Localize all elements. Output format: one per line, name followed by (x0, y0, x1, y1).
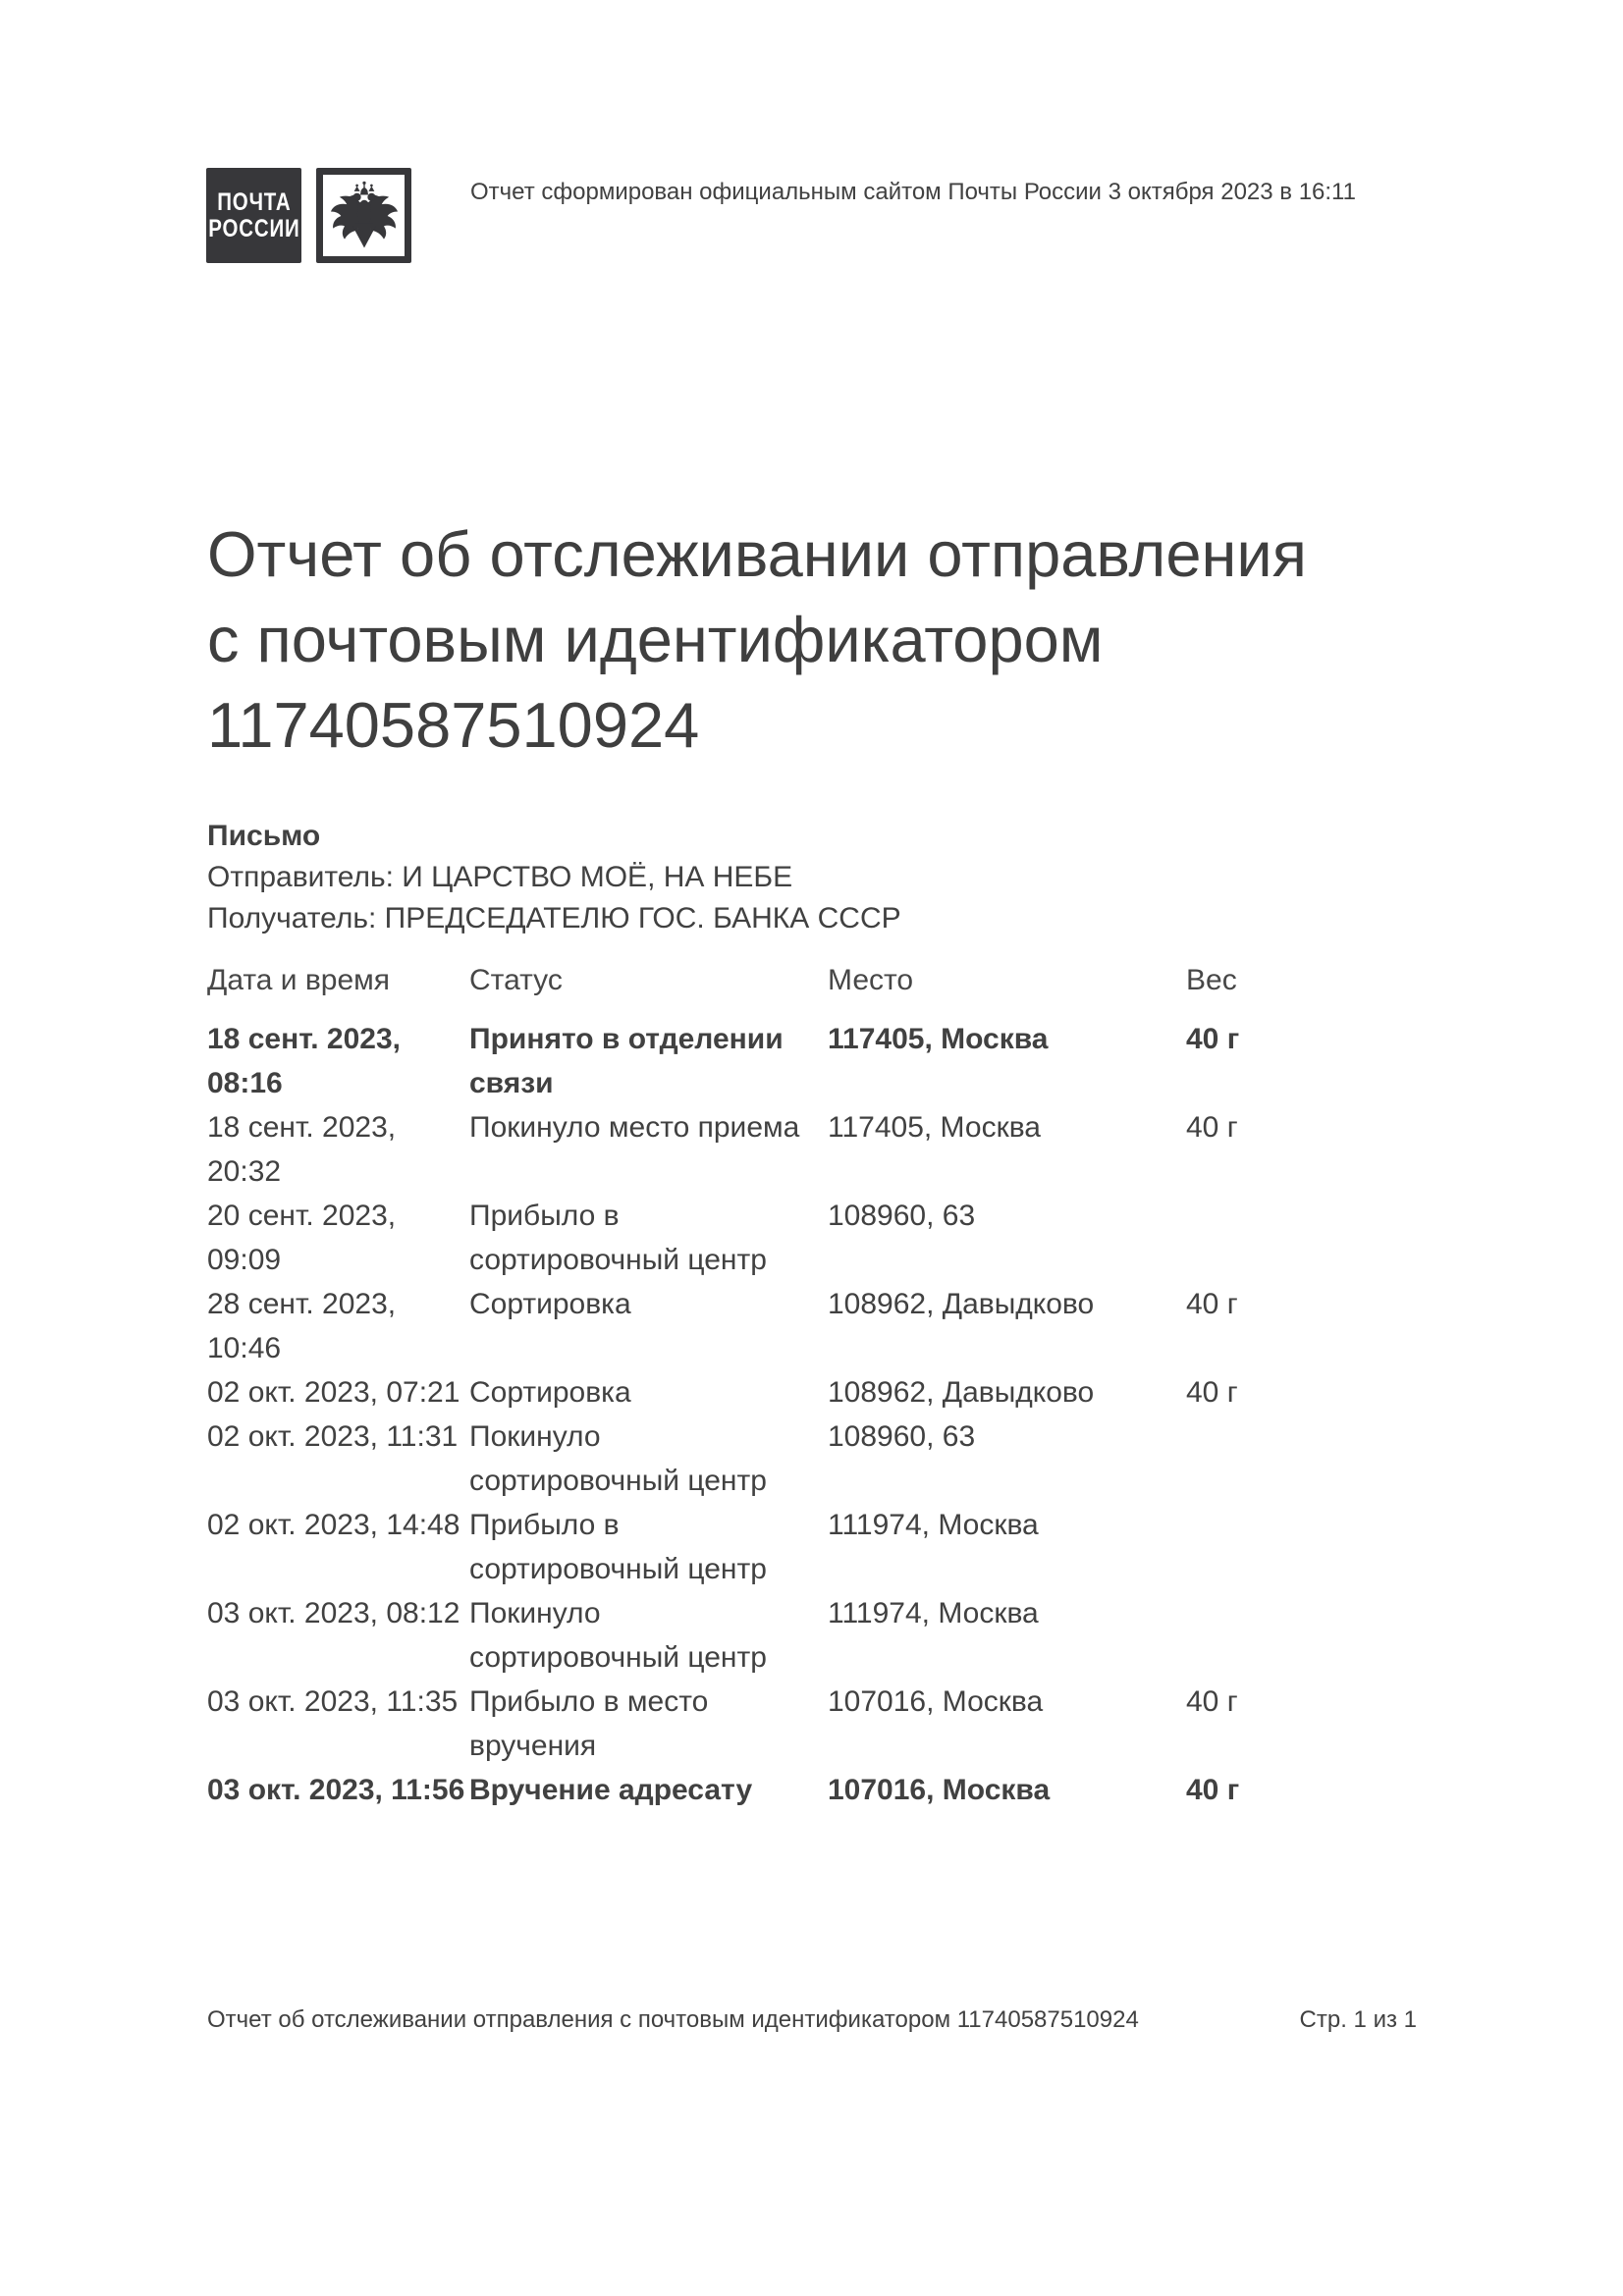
col-header-place: Место (828, 964, 914, 996)
cell-place: 111974, Москва (828, 1597, 1039, 1629)
table-row (207, 1370, 1418, 1415)
cell-status: Покинуло место приема (469, 1111, 800, 1144)
col-header-datetime: Дата и время (207, 964, 391, 996)
cell-status: Прибыло в сортировочный центр (469, 1509, 767, 1585)
cell-weight: 40 г (1186, 1288, 1238, 1320)
cell-status: Сортировка (469, 1288, 631, 1320)
footer-report-line: Отчет об отслеживании отправления с почтовым идентификатором 11740587510924 (207, 2006, 1139, 2033)
header-row (207, 958, 1418, 1017)
cell-weight: 40 г (1186, 1376, 1238, 1409)
shipment-sender: Отправитель: И ЦАРСТВО МОЁ, НА НЕБЕ (207, 861, 793, 893)
col-header-status: Статус (469, 964, 563, 996)
post-emblem-box (316, 168, 411, 263)
cell-status: Покинуло сортировочный центр (469, 1597, 767, 1674)
cell-place: 111974, Москва (828, 1509, 1039, 1541)
title-line-2: с почтовым идентификатором (207, 604, 1104, 675)
cell-place: 107016, Москва (828, 1685, 1044, 1718)
title-line-1: Отчет об отслеживании отправления (207, 518, 1307, 590)
tracking-table-body (207, 1017, 1418, 1812)
table-row (207, 1105, 1418, 1194)
cell-weight (1186, 1591, 1418, 1680)
report-generated-line: Отчет сформирован официальным сайтом Почты России 3 октября 2023 в 16:11 (470, 179, 1356, 205)
cell-weight (1186, 1503, 1418, 1591)
cell-status: Принято в отделении связи (469, 1023, 784, 1099)
footer-page-number: Стр. 1 из 1 (1299, 2006, 1417, 2033)
cell-datetime: 03 окт. 2023, 11:35 (207, 1685, 459, 1718)
table-row (207, 1017, 1418, 1105)
cell-place: 108962, Давыдково (828, 1376, 1095, 1409)
cell-status: Прибыло в сортировочный центр (469, 1200, 767, 1276)
cell-weight: 40 г (1186, 1023, 1240, 1055)
table-row (207, 1194, 1418, 1282)
double-headed-eagle-icon (328, 180, 401, 252)
shipment-type: Письмо (207, 820, 321, 852)
tracking-table (207, 958, 1418, 1812)
cell-datetime: 18 сент. 2023, 20:32 (207, 1111, 397, 1188)
cell-place: 117405, Москва (828, 1111, 1041, 1144)
logo-line-2: РОССИИ (207, 214, 300, 242)
cell-datetime: 02 окт. 2023, 07:21 (207, 1376, 460, 1409)
title-line-3: 11740587510924 (207, 689, 700, 761)
shipment-recipient: Получатель: ПРЕДСЕДАТЕЛЮ ГОС. БАНКА СССР (207, 902, 901, 934)
page-title (207, 511, 1307, 768)
cell-place: 108962, Давыдково (828, 1288, 1095, 1320)
cell-datetime: 02 окт. 2023, 14:48 (207, 1509, 460, 1541)
cell-datetime: 03 окт. 2023, 08:12 (207, 1597, 460, 1629)
cell-place: 108960, 63 (828, 1420, 976, 1453)
cell-status: Сортировка (469, 1376, 631, 1409)
tracking-table-header (207, 958, 1418, 1017)
page-footer (207, 2006, 1417, 2034)
cell-weight (1186, 1415, 1418, 1503)
table-row (207, 1768, 1418, 1812)
table-row (207, 1503, 1418, 1591)
cell-datetime: 28 сент. 2023, 10:46 (207, 1288, 397, 1364)
russian-post-logo (206, 168, 411, 263)
cell-status: Прибыло в место вручения (469, 1685, 709, 1762)
cell-datetime: 02 окт. 2023, 11:31 (207, 1420, 459, 1453)
table-row (207, 1680, 1418, 1768)
post-logo-wordmark (206, 168, 301, 263)
logo-line-1: ПОЧТА (216, 187, 292, 216)
cell-datetime: 03 окт. 2023, 11:56 (207, 1774, 465, 1806)
cell-place: 108960, 63 (828, 1200, 976, 1232)
cell-place: 117405, Москва (828, 1023, 1049, 1055)
cell-weight (1186, 1194, 1418, 1282)
cell-weight: 40 г (1186, 1774, 1240, 1806)
cell-place: 107016, Москва (828, 1774, 1051, 1806)
table-row (207, 1415, 1418, 1503)
table-row (207, 1282, 1418, 1370)
shipment-info (207, 816, 901, 939)
col-header-weight: Вес (1186, 964, 1237, 996)
table-row (207, 1591, 1418, 1680)
cell-datetime: 20 сент. 2023, 09:09 (207, 1200, 397, 1276)
cell-weight: 40 г (1186, 1685, 1238, 1718)
cell-weight: 40 г (1186, 1111, 1238, 1144)
cell-status: Вручение адресату (469, 1774, 753, 1806)
cell-datetime: 18 сент. 2023, 08:16 (207, 1023, 401, 1099)
cell-status: Покинуло сортировочный центр (469, 1420, 767, 1497)
